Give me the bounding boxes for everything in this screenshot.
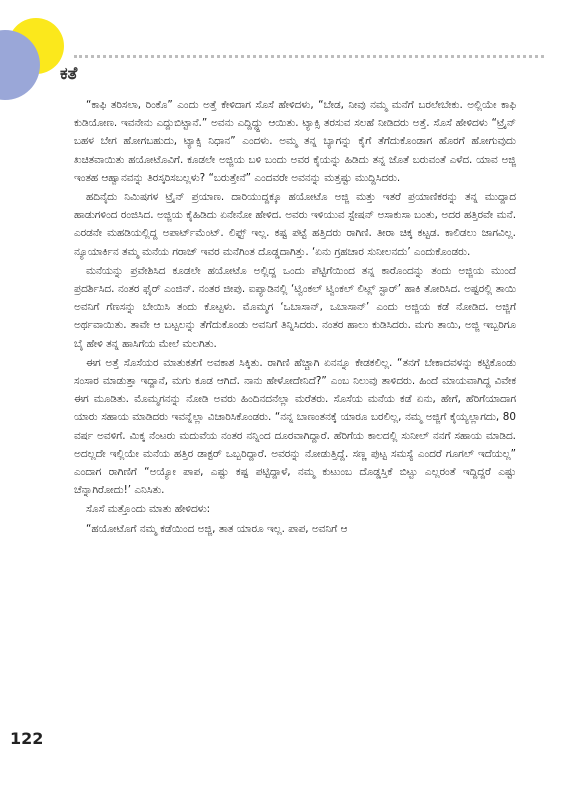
header-dotted-rule <box>74 55 544 58</box>
paragraph: ಮನೆಯನ್ನು ಪ್ರವೇಶಿಸಿದ ಕೂಡಲೇ ಹಯೋಟೊ ಅಲ್ಲಿದ್ದ ಒಂದು ಪೆಟ್ಟಿಗೆಯಿಂದ ತನ್ನ ಕಾರೊಂದನ್ನು ತಂದು ಅಜ್ಜಿಯ ಮುಂದೆ ಪ್ರದರ್ಶಿಸಿದ. ನಂತರ ಫೈರ್ ಎಂಜಿನ್. ನಂತರ ಜೀಪು. ಐಪ್ಯಾಡಿನಲ್ಲಿ ‘ಟ್ವಿಂಕಲ್ ಟ್ವಿಂಕಲ್ ಲಿಟ್ಲ್ ಸ್ಟಾರ್’ ಹಾಕಿ ತೋರಿಸಿದ. ಅಷ್ಟರಲ್ಲಿ ತಾಯಿ ಅವನಿಗೆ ಗೆಣಸನ್ನು ಬೇಯಿಸಿ ತಂದು ಕೊಟ್ಟಳು. ಮೊಮ್ಮಗ ‘ಒಬಾಸಾನ್, ಒಬಾಸಾನ್’ ಎಂದು ಅಜ್ಜಿಯ ಕಡೆ ನೋಡಿದ. ಅಜ್ಜಿಗೆ ಅರ್ಥವಾಯಿತು. ತಾವೇ ಆ ಬಟ್ಟಲನ್ನು ತೆಗೆದುಕೊಂಡು ಅವನಿಗೆ ತಿನ್ನಿಸಿದರು. ನಂತರ ಹಾಲು ಕುಡಿಸಿದರು. ಮಗು ತಾಯಿ, ಅಜ್ಜಿ ಇಬ್ಬರಿಗೂ ಬೈ ಹೇಳಿ ತನ್ನ ಹಾಸಿಗೆಯ ಮೇಲೆ ಮಲಗಿತು. <box>74 264 516 350</box>
paragraph: ಹದಿನೈದು ನಿಮಿಷಗಳ ಟ್ರೈನ್ ಪ್ರಯಾಣ. ದಾರಿಯುದ್ದಕ್ಕೂ ಹಯೋಟೊ ಅಜ್ಜಿ ಮತ್ತು ಇತರೆ ಪ್ರಯಾಣಿಕರನ್ನು ತನ್ನ ಮುದ್ದಾದ ಹಾಡುಗಳಿಂದ ರಂಜಿಸಿದ. ಅಜ್ಜಿಯ ಕೈಹಿಡಿದು ಏನೇನೋ ಹೇಳಿದ. ಅವರು ಇಳಿಯುವ ಸ್ಟೇಷನ್ ಅಸಾಕುಸಾ ಬಂತು, ಅದರ ಹತ್ತಿರವೇ ಮನೆ. ಎರಡನೇ ಮಹಡಿಯಲ್ಲಿದ್ದ ಅಪಾರ್ಟ್‌ಮೆಂಟ್. ಲಿಫ್ಟ್ ಇಲ್ಲ. ಕಷ್ಟ ಪಟ್ಟೆ ಹತ್ತಿದರು ರಾಗಿಣಿ. ತೀರಾ ಚಿಕ್ಕ ಕಟ್ಟಡ. ಕಾಲಿಡಲು ಜಾಗವಿಲ್ಲ. ನ್ಯೂಯಾರ್ಕಿನ ತಮ್ಮ ಮನೆಯ ಗರಾಜ್ ಇವರ ಮನೆಗಿಂತ ದೊಡ್ಡದಾಗಿತ್ತು. ‘ಏನು ಗ್ರಹಚಾರ ಸುನೀಲನದು’ ಎಂದುಕೊಂಡರು. <box>74 191 516 258</box>
section-label: ಕತೆ <box>60 64 78 84</box>
paragraph: ಈಗ ಅತ್ತೆ ಸೊಸೆಯರ ಮಾತುಕತೆಗೆ ಅವಕಾಶ ಸಿಕ್ಕಿತು. ರಾಗಿಣಿ ಹೆಚ್ಚಾಗಿ ಏನನ್ನೂ ಕೇಡಕಲಿಲ್ಲ. “ತನಗೆ ಬೇಕಾದವಳನ್ನು ಕಟ್ಟಿಕೊಂಡು ಸಂಸಾರ ಮಾಡುತ್ತಾ ಇದ್ದಾನೆ, ಮಗು ಕೂಡ ಆಗಿದೆ. ನಾನು ಹೇಳೋದೇನಿದೆ?” ಎಂಬ ನಿಲುವು ತಾಳಿದರು. ಹಿಂದೆ ಮಾಯವಾಗಿದ್ದ ವಿವೇಕ ಈಗ ಮೂಡಿತು. ಮೊಮ್ಮಗನನ್ನು ನೋಡಿ ಅವರು ಹಿಂದಿನದನೆಲ್ಲಾ ಮರೆತರು. ಸೊಸೆಯ ಮನೆಯ ಕಡೆ ಏನು, ಹೇಗೆ, ಹೆರಿಗೆಯಾದಾಗ ಯಾರು ಸಹಾಯ ಮಾಡಿದರು ಇವನ್ನೆಲ್ಲಾ ವಿಚಾರಿಸಿಕೊಂಡರು. “ನನ್ನ ಬಾಣಂತನಕ್ಕೆ ಯಾರೂ ಬರಲಿಲ್ಲ, ನಮ್ಮ ಅಜ್ಜಿಗೆ ಕೈಯ್ಯಲ್ಲಾಗದು, 80 ವರ್ಷ ಅವಳಿಗೆ. ಮಿಕ್ಕ ನೆಂಟರು ಮದುವೆಯ ನಂತರ ನನ್ನಿಂದ ದೂರವಾಗಿದ್ದಾರೆ. ಹೆರಿಗೆಯ ಕಾಲದಲ್ಲಿ ಸುನೀಲ್ ನನಗೆ ಸಹಾಯ ಮಾಡಿದ. ಅದಲ್ಲದೇ ಇಲ್ಲಿಯೇ ಮನೆಯ ಹತ್ತಿರ ಡಾಕ್ಟರ್ ಒಬ್ಬರಿದ್ದಾರೆ. ಅವರನ್ನು ನೋಡುತ್ತಿದ್ದೆ. ಸಣ್ಣ ಪುಟ್ಟ ಸಮಸ್ಯೆ ಎಂದರೆ ಗೂಗಲ್ ಇದೆಯಲ್ಲ” ಎಂದಾಗ ರಾಗಿಣಿಗೆ “ಅಯ್ಯೋ ಪಾಪ, ಎಷ್ಟು ಕಷ್ಟ ಪಟ್ಟಿದ್ದಾಳೆ, ನಮ್ಮ ಕುಟುಂಬ ದೊಡ್ಡಸ್ತಿಕೆ ಬಿಟ್ಟು ಎಲ್ಲರಂತೆ ಇದ್ದಿದ್ದರೆ ಎಷ್ಟು ಚೆನ್ನಾಗಿರೋದು!’ ಎನಿಸಿತು. <box>74 356 516 497</box>
paragraph: “ಕಾಫಿ ತರಿಸಲಾ, ರಿಂಕೊ” ಎಂದು ಅತ್ತೆ ಕೇಳಿದಾಗ ಸೊಸೆ ಹೇಳಿದಳು, “ಬೇಡ, ನೀವು ನಮ್ಮ ಮನೆಗೆ ಬರಲೇಬೇಕು. ಅಲ್ಲಿಯೇ ಕಾಫಿ ಕುಡಿಯೋಣ. ಇವನೇನು ಎದ್ದುಬಿಟ್ಟಾನೆ.” ಅವನು ಎದ್ದಿದ್ದ್ದು ಆಯಿತು. ಟ್ಯಾಕ್ಸಿ ತರಸುವ ಸಲಹೆ ನೀಡಿದರು ಅತ್ತೆ. ಸೊಸೆ ಹೇಳಿದಳು “ಟ್ರೈನ್ ಬಹಳ ಬೇಗ ಹೋಗಬಹುದು, ಟ್ಯಾಕ್ಸಿ ನಿಧಾನ” ಎಂದಳು. ಅಮ್ಮ ತನ್ನ ಬ್ಯಾಗನ್ನು ಕೈಗೆ ತೆಗೆದುಕೊಂಡಾಗ ಹೊರಗೆ ಹೋಗುವುದು ಖಚಿತವಾಯಿತು ಹಯೋಟೊವಿಗೆ. ಕೂಡಲೇ ಅಜ್ಜಿಯ ಬಳಿ ಬಂದು ಅವರ ಕೈಯನ್ನು ಹಿಡಿದು ತನ್ನ ಜೊತೆ ಬರುವಂತೆ ಎಳೆದ. ಯಾವ ಅಜ್ಜಿ ಇಂತಹ ಆಹ್ವಾನವನ್ನು ತಿರಸ್ಕರಿಸಬಲ್ಲಳು? “ಬರುತ್ತೇನೆ” ಎಂದವರೇ ಅವನನ್ನು ಮತ್ತಷ್ಟು ಮುದ್ದಿಸಿದರು. <box>74 99 516 184</box>
paragraph: ಸೊಸೆ ಮತ್ತೊಂದು ಮಾತು ಹೇಳಿದಳು: <box>86 503 211 516</box>
page-number: 122 <box>10 729 44 748</box>
paragraph: “ಹಯೋಟೊಗೆ ನಮ್ಮ ಕಡೆಯಿಂದ ಅಜ್ಜಿ, ತಾತ ಯಾರೂ ಇಲ್ಲ. ಪಾಪ, ಅವನಿಗೆ ಆ <box>86 522 348 535</box>
story-body <box>74 96 516 539</box>
